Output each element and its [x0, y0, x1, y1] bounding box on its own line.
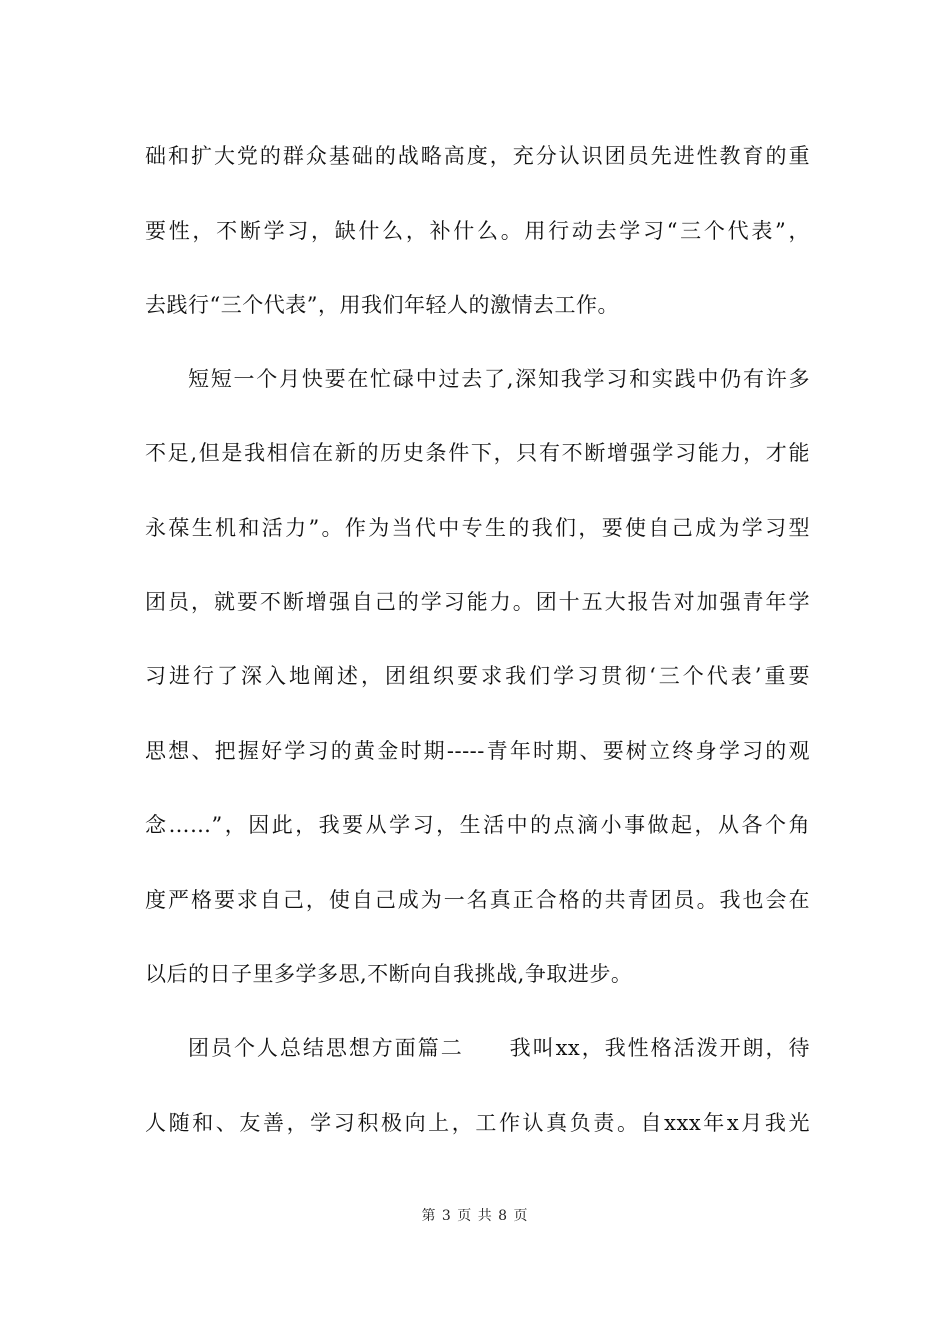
paragraph-line: 不足,但是我相信在新的历史条件下，只有不断增强学习能力，才能	[145, 441, 810, 465]
paragraph-line: 要性，不断学习，缺什么，补什么。用行动去学习“三个代表”，	[145, 219, 810, 243]
page-number-footer: 第 3 页 共 8 页	[421, 1208, 529, 1224]
paragraph-line: 础和扩大党的群众基础的战略高度，充分认识团员先进性教育的重	[145, 144, 810, 168]
paragraph-line: 团员，就要不断增强自己的学习能力。团十五大报告对加强青年学	[145, 590, 810, 614]
paragraph-line: 念……”，因此，我要从学习，生活中的点滴小事做起，从各个角	[145, 813, 810, 837]
paragraph-line: 人随和、友善，学习积极向上，工作认真负责。自xxx年x月我光	[145, 1111, 810, 1135]
paragraph-line: 度严格要求自己，使自己成为一名真正合格的共青团员。我也会在	[145, 888, 810, 912]
paragraph-line: 以后的日子里多学多思,不断向自我挑战,争取进步。	[145, 962, 633, 986]
paragraph-line: 去践行“三个代表”，用我们年轻人的激情去工作。	[145, 293, 619, 317]
paragraph-line: 思想、把握好学习的黄金时期-----青年时期、要树立终身学习的观	[145, 739, 810, 763]
paragraph-line: 习进行了深入地阐述，团组织要求我们学习贯彻‘三个代表’重要	[145, 664, 810, 688]
paragraph-line: 永葆生机和活力”。作为当代中专生的我们，要使自己成为学习型	[145, 516, 810, 540]
paragraph-line: 团员个人总结思想方面篇二 我叫xx，我性格活泼开朗，待	[188, 1036, 810, 1060]
paragraph-line: 短短一个月快要在忙碌中过去了,深知我学习和实践中仍有许多	[188, 367, 810, 391]
